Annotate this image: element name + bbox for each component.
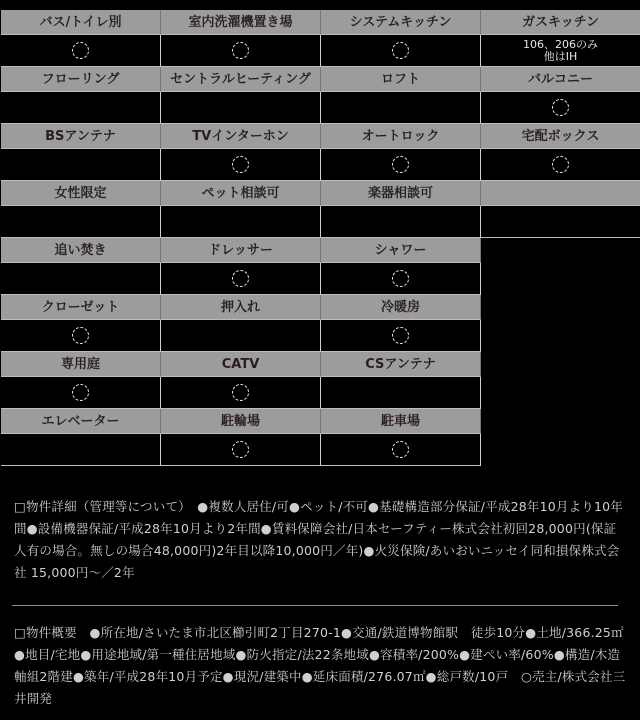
empty-cell [481, 295, 640, 320]
feature-label: シャワー [321, 238, 481, 263]
feature-label: バルコニー [481, 67, 640, 92]
table-header-row [1, 295, 640, 320]
feature-label: 冷暖房 [321, 295, 481, 320]
feature-label: バス/トイレ別 [1, 10, 161, 35]
table-header-row [1, 352, 640, 377]
feature-label: ガスキッチン [481, 10, 640, 35]
table-header-row [1, 181, 640, 206]
feature-label: BSアンテナ [1, 124, 161, 149]
feature-value [1, 263, 161, 295]
feature-label: 女性限定 [1, 181, 161, 206]
table-value-row [1, 35, 640, 67]
feature-value [161, 320, 321, 352]
available-circle-icon [392, 42, 409, 59]
feature-value [321, 320, 481, 352]
table-header-row [1, 10, 640, 35]
feature-label: 専用庭 [1, 352, 161, 377]
table-header-row [1, 124, 640, 149]
feature-value [1, 320, 161, 352]
available-circle-icon [72, 42, 89, 59]
feature-value [161, 377, 321, 409]
available-circle-icon [392, 270, 409, 287]
feature-value [1, 92, 161, 124]
feature-value [481, 35, 640, 67]
feature-label [481, 181, 640, 206]
feature-value [1, 377, 161, 409]
feature-value [161, 206, 321, 238]
feature-value [481, 149, 640, 181]
empty-cell [481, 434, 640, 466]
table-value-row [1, 206, 640, 238]
feature-label: オートロック [321, 124, 481, 149]
feature-value-line: 106、206のみ [523, 37, 598, 51]
property-details-text: □物件詳細（管理等について） ●複数人居住/可●ペット/不可●基礎構造部分保証/平成28年10月より10年間●設備機器保証/平成28年10月より2年間●賃料保障会社/日本セーフティー株式会社初回28,000円(保証人有の場合。無しの場合48,000円)2年目以降10,000円／年)●火災保険/あいおいニッセイ同和損保株式会社 15,000円〜／2年 [14, 499, 623, 580]
feature-value [481, 92, 640, 124]
feature-label: 駐輪場 [161, 409, 321, 434]
feature-label: 宅配ボックス [481, 124, 640, 149]
table-value-row [1, 263, 640, 295]
feature-value [1, 35, 161, 67]
feature-value [161, 35, 321, 67]
available-circle-icon [392, 327, 409, 344]
empty-cell [481, 238, 640, 263]
available-circle-icon [72, 327, 89, 344]
table-value-row [1, 434, 640, 466]
feature-value [1, 206, 161, 238]
feature-value [1, 149, 161, 181]
feature-value [321, 149, 481, 181]
table-header-row [1, 238, 640, 263]
feature-label: 楽器相談可 [321, 181, 481, 206]
feature-value-line: 他はIH [543, 49, 578, 63]
table-header-row [1, 409, 640, 434]
feature-value [321, 92, 481, 124]
available-circle-icon [552, 156, 569, 173]
table-header-row [1, 67, 640, 92]
feature-label: ロフト [321, 67, 481, 92]
feature-label: クローゼット [1, 295, 161, 320]
available-circle-icon [392, 156, 409, 173]
feature-value [481, 206, 640, 238]
equipment-table [1, 10, 640, 466]
empty-cell [481, 263, 640, 295]
table-value-row [1, 320, 640, 352]
feature-label: 追い焚き [1, 238, 161, 263]
feature-value [161, 434, 321, 466]
feature-value [321, 263, 481, 295]
feature-value [1, 434, 161, 466]
feature-label: システムキッチン [321, 10, 481, 35]
available-circle-icon [232, 156, 249, 173]
available-circle-icon [232, 441, 249, 458]
table-value-row [1, 149, 640, 181]
feature-label: CATV [161, 352, 321, 377]
available-circle-icon [72, 384, 89, 401]
section-divider [12, 605, 618, 606]
feature-value [321, 434, 481, 466]
feature-label: ペット相談可 [161, 181, 321, 206]
table-value-row [1, 377, 640, 409]
feature-label: セントラルヒーティング [161, 67, 321, 92]
available-circle-icon [232, 270, 249, 287]
property-overview-text: □物件概要 ●所在地/さいたま市北区櫛引町2丁目270-1●交通/鉄道博物館駅 徒歩10分●土地/366.25㎡●地目/宅地●用途地域/第一種住居地域●防火指定/法22条地域●容積率/200%●建ぺい率/60%●構造/木造軸組2階建●築年/平成28年10月予定●現況/建築中●延床面積/276.07㎡●総戸数/10戸 ○売主/株式会社三井開発 [14, 625, 626, 706]
available-circle-icon [552, 99, 569, 116]
available-circle-icon [392, 441, 409, 458]
feature-label: ドレッサー [161, 238, 321, 263]
feature-label: 押入れ [161, 295, 321, 320]
table-value-row [1, 92, 640, 124]
feature-label: CSアンテナ [321, 352, 481, 377]
feature-value [321, 377, 481, 409]
available-circle-icon [232, 384, 249, 401]
feature-value [161, 92, 321, 124]
feature-value [321, 206, 481, 238]
available-circle-icon [232, 42, 249, 59]
feature-value [161, 149, 321, 181]
empty-cell [481, 320, 640, 352]
empty-cell [481, 409, 640, 434]
feature-label: TVインターホン [161, 124, 321, 149]
empty-cell [481, 377, 640, 409]
feature-label: 駐車場 [321, 409, 481, 434]
feature-label: フローリング [1, 67, 161, 92]
feature-label: エレベーター [1, 409, 161, 434]
feature-label: 室内洗濯機置き場 [161, 10, 321, 35]
feature-value [321, 35, 481, 67]
feature-value [161, 263, 321, 295]
empty-cell [481, 352, 640, 377]
